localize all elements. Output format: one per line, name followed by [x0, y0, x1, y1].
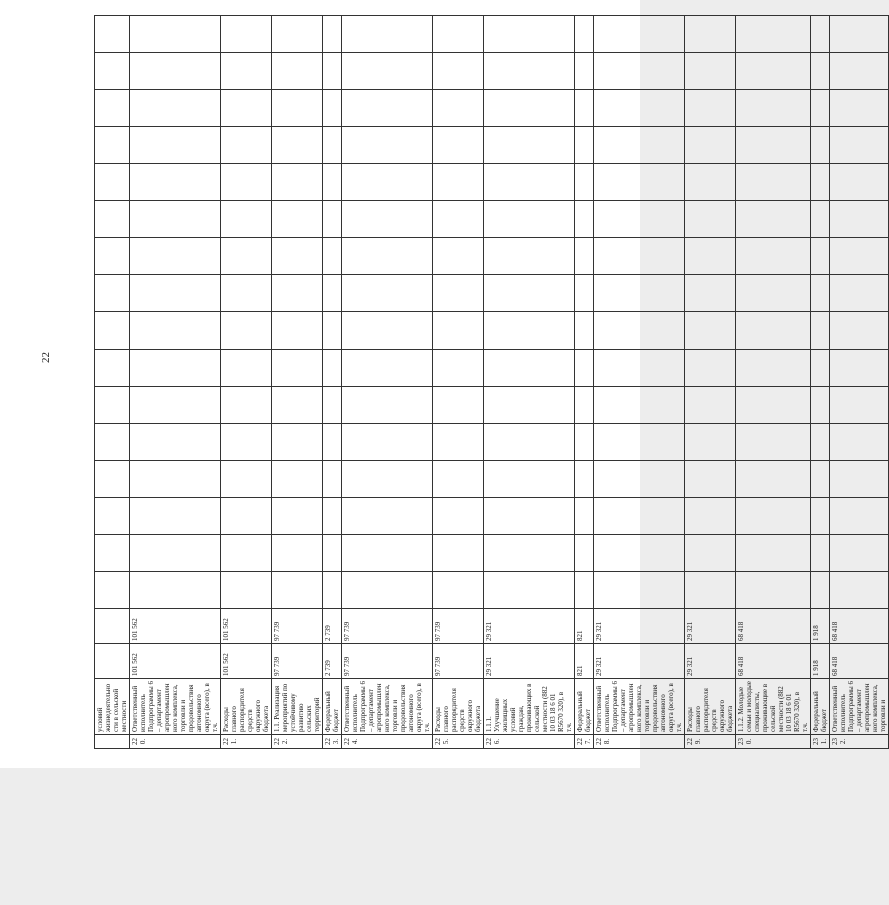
row-name: Ответственный исполнитель Подпрограммы 6 – департамент агропромышленного комплекса, торговли и — [830, 679, 889, 735]
empty-cell — [342, 460, 433, 497]
empty-cell — [484, 571, 575, 608]
empty-cell — [323, 386, 342, 423]
empty-cell — [575, 312, 594, 349]
empty-cell — [221, 571, 272, 608]
empty-cell — [433, 423, 484, 460]
empty-cell — [433, 312, 484, 349]
empty-cell — [594, 53, 685, 90]
empty-cell — [272, 53, 323, 90]
row-name: Федеральный бюджет — [811, 679, 830, 735]
empty-cell — [272, 275, 323, 312]
row-total: 68 418 — [830, 644, 889, 679]
empty-cell — [811, 497, 830, 534]
empty-cell — [221, 386, 272, 423]
empty-cell — [433, 534, 484, 571]
empty-cell — [830, 53, 889, 90]
row-name: Федеральный бюджет — [575, 679, 594, 735]
empty-cell — [272, 201, 323, 238]
empty-cell — [95, 534, 130, 571]
empty-cell — [484, 238, 575, 275]
row-name: Ответственный исполнитель Подпрограммы 6 – департамент агропромышленного комплекса, торговли и продовольствия автономного округа (всего), в т.ч. — [342, 679, 433, 735]
empty-cell — [685, 201, 736, 238]
empty-cell — [830, 386, 889, 423]
empty-cell — [484, 90, 575, 127]
row-total: 101 562 — [130, 644, 221, 679]
empty-cell — [433, 164, 484, 201]
empty-cell — [594, 90, 685, 127]
row-year-value: 97 739 — [342, 609, 433, 644]
empty-cell — [342, 201, 433, 238]
empty-cell — [221, 164, 272, 201]
row-name: Федеральный бюджет — [323, 679, 342, 735]
row-name: 1.1. Реализация мероприятий по устойчивому развитию сельских территорий — [272, 679, 323, 735]
empty-cell — [594, 312, 685, 349]
empty-cell — [272, 386, 323, 423]
empty-cell — [342, 349, 433, 386]
row-total: 821 — [575, 644, 594, 679]
empty-cell — [484, 349, 575, 386]
empty-cell — [342, 90, 433, 127]
empty-cell — [342, 127, 433, 164]
empty-cell — [323, 460, 342, 497]
row-total — [95, 644, 130, 679]
empty-cell — [575, 53, 594, 90]
empty-cell — [130, 127, 221, 164]
row-total: 68 418 — [736, 644, 811, 679]
empty-cell — [685, 127, 736, 164]
empty-cell — [272, 460, 323, 497]
empty-cell — [685, 53, 736, 90]
empty-cell — [95, 90, 130, 127]
empty-cell — [272, 164, 323, 201]
empty-cell — [484, 53, 575, 90]
row-year-value: 29 321 — [484, 609, 575, 644]
empty-cell — [685, 90, 736, 127]
empty-cell — [130, 497, 221, 534]
empty-cell — [736, 312, 811, 349]
row-number: 224. — [342, 735, 433, 749]
row-year-value: 29 321 — [685, 609, 736, 644]
empty-cell — [95, 460, 130, 497]
empty-cell — [130, 201, 221, 238]
rotated-table-wrapper — [94, 16, 887, 749]
empty-cell — [811, 534, 830, 571]
table-row — [736, 16, 811, 749]
empty-cell — [685, 16, 736, 53]
row-name: Расходы главного распорядителя средств окружного бюджета — [433, 679, 484, 735]
empty-cell — [272, 497, 323, 534]
empty-cell — [736, 238, 811, 275]
empty-cell — [433, 349, 484, 386]
empty-cell — [342, 53, 433, 90]
empty-cell — [130, 238, 221, 275]
budget-table — [94, 15, 889, 749]
empty-cell — [811, 238, 830, 275]
empty-cell — [830, 201, 889, 238]
empty-cell — [323, 201, 342, 238]
row-year-value: 1 918 — [811, 609, 830, 644]
empty-cell — [323, 312, 342, 349]
empty-cell — [830, 349, 889, 386]
budget-table-region — [94, 16, 887, 749]
empty-cell — [830, 127, 889, 164]
empty-cell — [272, 127, 323, 164]
empty-cell — [484, 423, 575, 460]
row-year-value: 821 — [575, 609, 594, 644]
empty-cell — [95, 164, 130, 201]
empty-cell — [685, 460, 736, 497]
row-number: 225. — [433, 735, 484, 749]
empty-cell — [685, 238, 736, 275]
empty-cell — [433, 275, 484, 312]
empty-cell — [736, 16, 811, 53]
empty-cell — [594, 164, 685, 201]
empty-cell — [736, 497, 811, 534]
empty-cell — [433, 460, 484, 497]
empty-cell — [830, 423, 889, 460]
table-row — [221, 16, 272, 749]
empty-cell — [433, 386, 484, 423]
row-total: 29 321 — [685, 644, 736, 679]
empty-cell — [95, 53, 130, 90]
empty-cell — [575, 349, 594, 386]
table-row — [811, 16, 830, 749]
empty-cell — [575, 386, 594, 423]
empty-cell — [433, 16, 484, 53]
row-number: 220. — [130, 735, 221, 749]
row-number — [95, 735, 130, 749]
row-number: 226. — [484, 735, 575, 749]
empty-cell — [685, 571, 736, 608]
empty-cell — [594, 460, 685, 497]
empty-cell — [736, 460, 811, 497]
empty-cell — [342, 534, 433, 571]
empty-cell — [323, 349, 342, 386]
empty-cell — [830, 275, 889, 312]
empty-cell — [685, 423, 736, 460]
empty-cell — [323, 534, 342, 571]
row-year-value: 68 418 — [830, 609, 889, 644]
row-number: 227. — [575, 735, 594, 749]
empty-cell — [130, 386, 221, 423]
table-row — [272, 16, 323, 749]
empty-cell — [830, 497, 889, 534]
empty-cell — [95, 386, 130, 423]
empty-cell — [811, 312, 830, 349]
table-row — [594, 16, 685, 749]
empty-cell — [830, 312, 889, 349]
row-year-value: 2 739 — [323, 609, 342, 644]
empty-cell — [594, 127, 685, 164]
empty-cell — [830, 238, 889, 275]
table-row — [130, 16, 221, 749]
empty-cell — [221, 238, 272, 275]
empty-cell — [342, 16, 433, 53]
empty-cell — [221, 423, 272, 460]
empty-cell — [811, 53, 830, 90]
empty-cell — [130, 164, 221, 201]
row-number: 230. — [736, 735, 811, 749]
empty-cell — [736, 571, 811, 608]
empty-cell — [830, 460, 889, 497]
empty-cell — [221, 312, 272, 349]
empty-cell — [594, 534, 685, 571]
empty-cell — [342, 386, 433, 423]
empty-cell — [594, 571, 685, 608]
empty-cell — [95, 312, 130, 349]
row-number: 228. — [594, 735, 685, 749]
empty-cell — [130, 312, 221, 349]
empty-cell — [221, 534, 272, 571]
empty-cell — [95, 349, 130, 386]
empty-cell — [685, 164, 736, 201]
row-total: 2 739 — [323, 644, 342, 679]
row-name: Ответственный исполнитель Подпрограммы 6 – департамент агропромышленного комплекса, торговли и продовольствия автономного округа (всего), в т.ч. — [594, 679, 685, 735]
row-total: 101 562 — [221, 644, 272, 679]
empty-cell — [594, 275, 685, 312]
empty-cell — [272, 349, 323, 386]
empty-cell — [736, 127, 811, 164]
row-name: 1.1.1. Улучшение жилищных условий граждан, проживающих в сельской местности (882 10 03 18 6 01 R5670 320), в т.ч. — [484, 679, 575, 735]
row-number: 231. — [811, 735, 830, 749]
empty-cell — [221, 460, 272, 497]
row-number: 223. — [323, 735, 342, 749]
empty-cell — [433, 238, 484, 275]
empty-cell — [433, 201, 484, 238]
empty-cell — [342, 497, 433, 534]
empty-cell — [221, 349, 272, 386]
table-row — [685, 16, 736, 749]
empty-cell — [811, 127, 830, 164]
table-row — [342, 16, 433, 749]
empty-cell — [484, 534, 575, 571]
row-year-value: 101 562 — [221, 609, 272, 644]
row-number: 232. — [830, 735, 889, 749]
row-number: 222. — [272, 735, 323, 749]
row-number: 229. — [685, 735, 736, 749]
row-name: Ответственный исполнитель Подпрограммы 6 – департамент агропромышленного комплекса, торговли и продовольствия автономного округа (всего), в т.ч. — [130, 679, 221, 735]
empty-cell — [484, 386, 575, 423]
empty-cell — [685, 497, 736, 534]
empty-cell — [323, 275, 342, 312]
empty-cell — [594, 349, 685, 386]
table-row — [830, 16, 889, 749]
empty-cell — [272, 312, 323, 349]
empty-cell — [95, 16, 130, 53]
empty-cell — [342, 571, 433, 608]
table-row — [433, 16, 484, 749]
empty-cell — [811, 275, 830, 312]
empty-cell — [484, 16, 575, 53]
empty-cell — [221, 497, 272, 534]
empty-cell — [811, 460, 830, 497]
row-year-value: 29 321 — [594, 609, 685, 644]
row-name: Расходы главного распорядителя средств окружного бюджета — [685, 679, 736, 735]
empty-cell — [830, 571, 889, 608]
empty-cell — [736, 53, 811, 90]
table-row — [95, 16, 130, 749]
empty-cell — [736, 349, 811, 386]
empty-cell — [130, 349, 221, 386]
empty-cell — [575, 90, 594, 127]
empty-cell — [575, 238, 594, 275]
row-number: 221. — [221, 735, 272, 749]
empty-cell — [130, 460, 221, 497]
empty-cell — [484, 497, 575, 534]
empty-cell — [594, 386, 685, 423]
empty-cell — [575, 497, 594, 534]
empty-cell — [736, 386, 811, 423]
empty-cell — [594, 423, 685, 460]
row-total: 29 321 — [594, 644, 685, 679]
empty-cell — [575, 201, 594, 238]
empty-cell — [575, 571, 594, 608]
empty-cell — [130, 16, 221, 53]
row-name: Расходы главного распорядителя средств окружного бюджета — [221, 679, 272, 735]
page-number: 22 — [40, 352, 52, 363]
empty-cell — [342, 164, 433, 201]
empty-cell — [323, 16, 342, 53]
empty-cell — [685, 386, 736, 423]
empty-cell — [221, 201, 272, 238]
empty-cell — [221, 127, 272, 164]
empty-cell — [811, 349, 830, 386]
row-total: 1 918 — [811, 644, 830, 679]
empty-cell — [130, 423, 221, 460]
empty-cell — [594, 497, 685, 534]
row-year-value — [95, 609, 130, 644]
empty-cell — [95, 127, 130, 164]
empty-cell — [342, 312, 433, 349]
empty-cell — [736, 534, 811, 571]
empty-cell — [272, 16, 323, 53]
row-name: 1.1.2. Молодые семьи и молодые специалисты, проживающие в сельской местности (882 10 03 18 6 01 R5670 320), в т.ч. — [736, 679, 811, 735]
empty-cell — [575, 16, 594, 53]
empty-cell — [323, 53, 342, 90]
empty-cell — [736, 423, 811, 460]
empty-cell — [484, 201, 575, 238]
empty-cell — [433, 571, 484, 608]
row-total: 97 739 — [272, 644, 323, 679]
row-year-value: 101 562 — [130, 609, 221, 644]
empty-cell — [685, 349, 736, 386]
empty-cell — [484, 275, 575, 312]
empty-cell — [272, 238, 323, 275]
empty-cell — [323, 238, 342, 275]
empty-cell — [342, 238, 433, 275]
row-total: 29 321 — [484, 644, 575, 679]
empty-cell — [95, 497, 130, 534]
empty-cell — [323, 497, 342, 534]
empty-cell — [323, 423, 342, 460]
empty-cell — [95, 423, 130, 460]
empty-cell — [433, 127, 484, 164]
empty-cell — [736, 201, 811, 238]
empty-cell — [811, 386, 830, 423]
empty-cell — [272, 534, 323, 571]
row-name: условий жизнедеятельности в сельской местности — [95, 679, 130, 735]
empty-cell — [575, 164, 594, 201]
empty-cell — [95, 238, 130, 275]
row-year-value: 97 739 — [433, 609, 484, 644]
empty-cell — [342, 275, 433, 312]
empty-cell — [685, 312, 736, 349]
empty-cell — [811, 164, 830, 201]
empty-cell — [130, 90, 221, 127]
empty-cell — [736, 275, 811, 312]
empty-cell — [221, 16, 272, 53]
table-row — [575, 16, 594, 749]
empty-cell — [484, 127, 575, 164]
empty-cell — [830, 164, 889, 201]
empty-cell — [323, 90, 342, 127]
empty-cell — [484, 312, 575, 349]
empty-cell — [484, 460, 575, 497]
empty-cell — [221, 53, 272, 90]
empty-cell — [594, 201, 685, 238]
empty-cell — [830, 90, 889, 127]
empty-cell — [736, 164, 811, 201]
empty-cell — [830, 16, 889, 53]
empty-cell — [811, 90, 830, 127]
row-year-value: 97 739 — [272, 609, 323, 644]
row-year-value: 68 418 — [736, 609, 811, 644]
empty-cell — [221, 90, 272, 127]
empty-cell — [342, 423, 433, 460]
empty-cell — [594, 238, 685, 275]
empty-cell — [95, 275, 130, 312]
empty-cell — [433, 497, 484, 534]
empty-cell — [95, 571, 130, 608]
empty-cell — [575, 460, 594, 497]
empty-cell — [323, 571, 342, 608]
empty-cell — [272, 423, 323, 460]
table-row — [484, 16, 575, 749]
empty-cell — [685, 275, 736, 312]
empty-cell — [323, 127, 342, 164]
empty-cell — [272, 571, 323, 608]
empty-cell — [484, 164, 575, 201]
empty-cell — [811, 16, 830, 53]
empty-cell — [130, 275, 221, 312]
empty-cell — [575, 534, 594, 571]
empty-cell — [433, 90, 484, 127]
empty-cell — [575, 275, 594, 312]
table-row — [323, 16, 342, 749]
empty-cell — [594, 16, 685, 53]
empty-cell — [323, 164, 342, 201]
row-total: 97 739 — [342, 644, 433, 679]
empty-cell — [685, 534, 736, 571]
empty-cell — [811, 571, 830, 608]
empty-cell — [811, 423, 830, 460]
empty-cell — [736, 90, 811, 127]
empty-cell — [272, 90, 323, 127]
empty-cell — [811, 201, 830, 238]
empty-cell — [575, 127, 594, 164]
empty-cell — [575, 423, 594, 460]
empty-cell — [130, 571, 221, 608]
empty-cell — [221, 275, 272, 312]
empty-cell — [433, 53, 484, 90]
empty-cell — [830, 534, 889, 571]
empty-cell — [95, 201, 130, 238]
row-total: 97 739 — [433, 644, 484, 679]
empty-cell — [130, 53, 221, 90]
empty-cell — [130, 534, 221, 571]
